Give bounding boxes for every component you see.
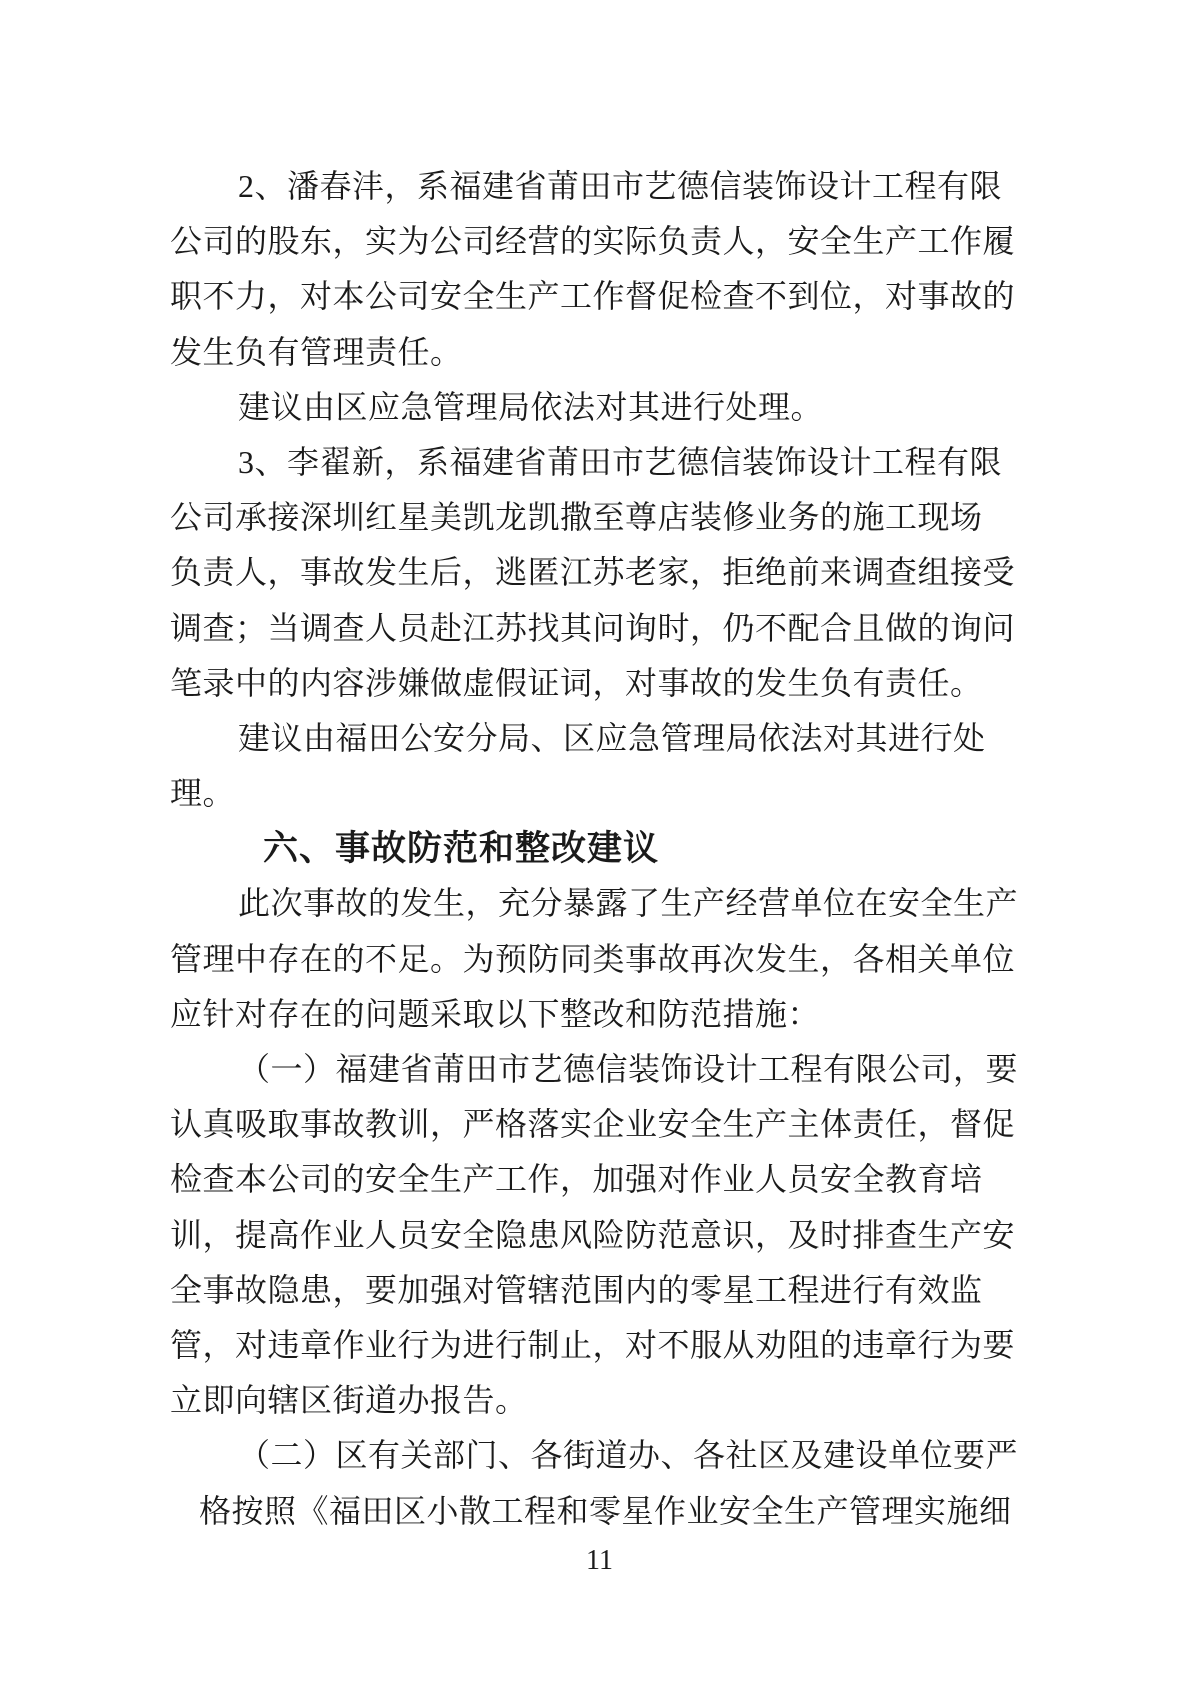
- report-body: [170, 159, 1040, 1539]
- text-line: 笔录中的内容涉嫌做虚假证词，对事故的发生负有责任。: [170, 664, 983, 701]
- text-line: 应针对存在的问题采取以下整改和防范措施：: [170, 995, 821, 1032]
- text-line: 职不力，对本公司安全生产工作督促检查不到位，对事故的: [170, 278, 1016, 315]
- text-line: 立即向辖区街道办报告。: [170, 1382, 528, 1419]
- text-line: 理。: [170, 775, 236, 812]
- text-line: 认真吸取事故教训，严格落实企业安全生产主体责任，督促: [170, 1106, 1016, 1143]
- text-line: 建议由区应急管理局依法对其进行处理。: [238, 388, 824, 425]
- section-heading: 六、事故防范和整改建议: [263, 829, 660, 869]
- text-line: （一）福建省莆田市艺德信装饰设计工程有限公司，要: [238, 1051, 1019, 1087]
- text-line: 格按照《福田区小散工程和零星作业安全生产管理实施细: [199, 1492, 1012, 1529]
- text-line: 建议由福田公安分局、区应急管理局依法对其进行处: [238, 719, 986, 756]
- text-line: 发生负有管理责任。: [170, 333, 463, 370]
- text-line: 3、李翟新，系福建省莆田市艺德信装饰设计工程有限: [238, 443, 1003, 480]
- text-line: 管，对违章作业行为进行制止，对不服从劝阻的违章行为要: [170, 1326, 1016, 1363]
- text-line: 公司承接深圳红星美凯龙凯撒至尊店装修业务的施工现场: [170, 499, 983, 536]
- text-line: 调查；当调查人员赴江苏找其问询时，仍不配合且做的询问: [170, 609, 1016, 646]
- text-line: 训，提高作业人员安全隐患风险防范意识，及时排查生产安: [170, 1216, 1016, 1253]
- page-number: 11: [586, 1545, 613, 1576]
- text-line: 全事故隐患，要加强对管辖范围内的零星工程进行有效监: [170, 1271, 983, 1308]
- text-line: 负责人，事故发生后，逃匿江苏老家，拒绝前来调查组接受: [170, 554, 1016, 591]
- text-line: 公司的股东，实为公司经营的实际负责人，安全生产工作履: [170, 223, 1016, 260]
- text-line: 2、潘春沣，系福建省莆田市艺德信装饰设计工程有限: [238, 168, 1003, 204]
- text-line: 此次事故的发生，充分暴露了生产经营单位在安全生产: [238, 885, 1019, 922]
- text-line: 管理中存在的不足。为预防同类事故再次发生，各相关单位: [170, 940, 1016, 977]
- text-line: （二）区有关部门、各街道办、各社区及建设单位要严: [238, 1437, 1019, 1474]
- text-line: 检查本公司的安全生产工作，加强对作业人员安全教育培: [170, 1161, 983, 1198]
